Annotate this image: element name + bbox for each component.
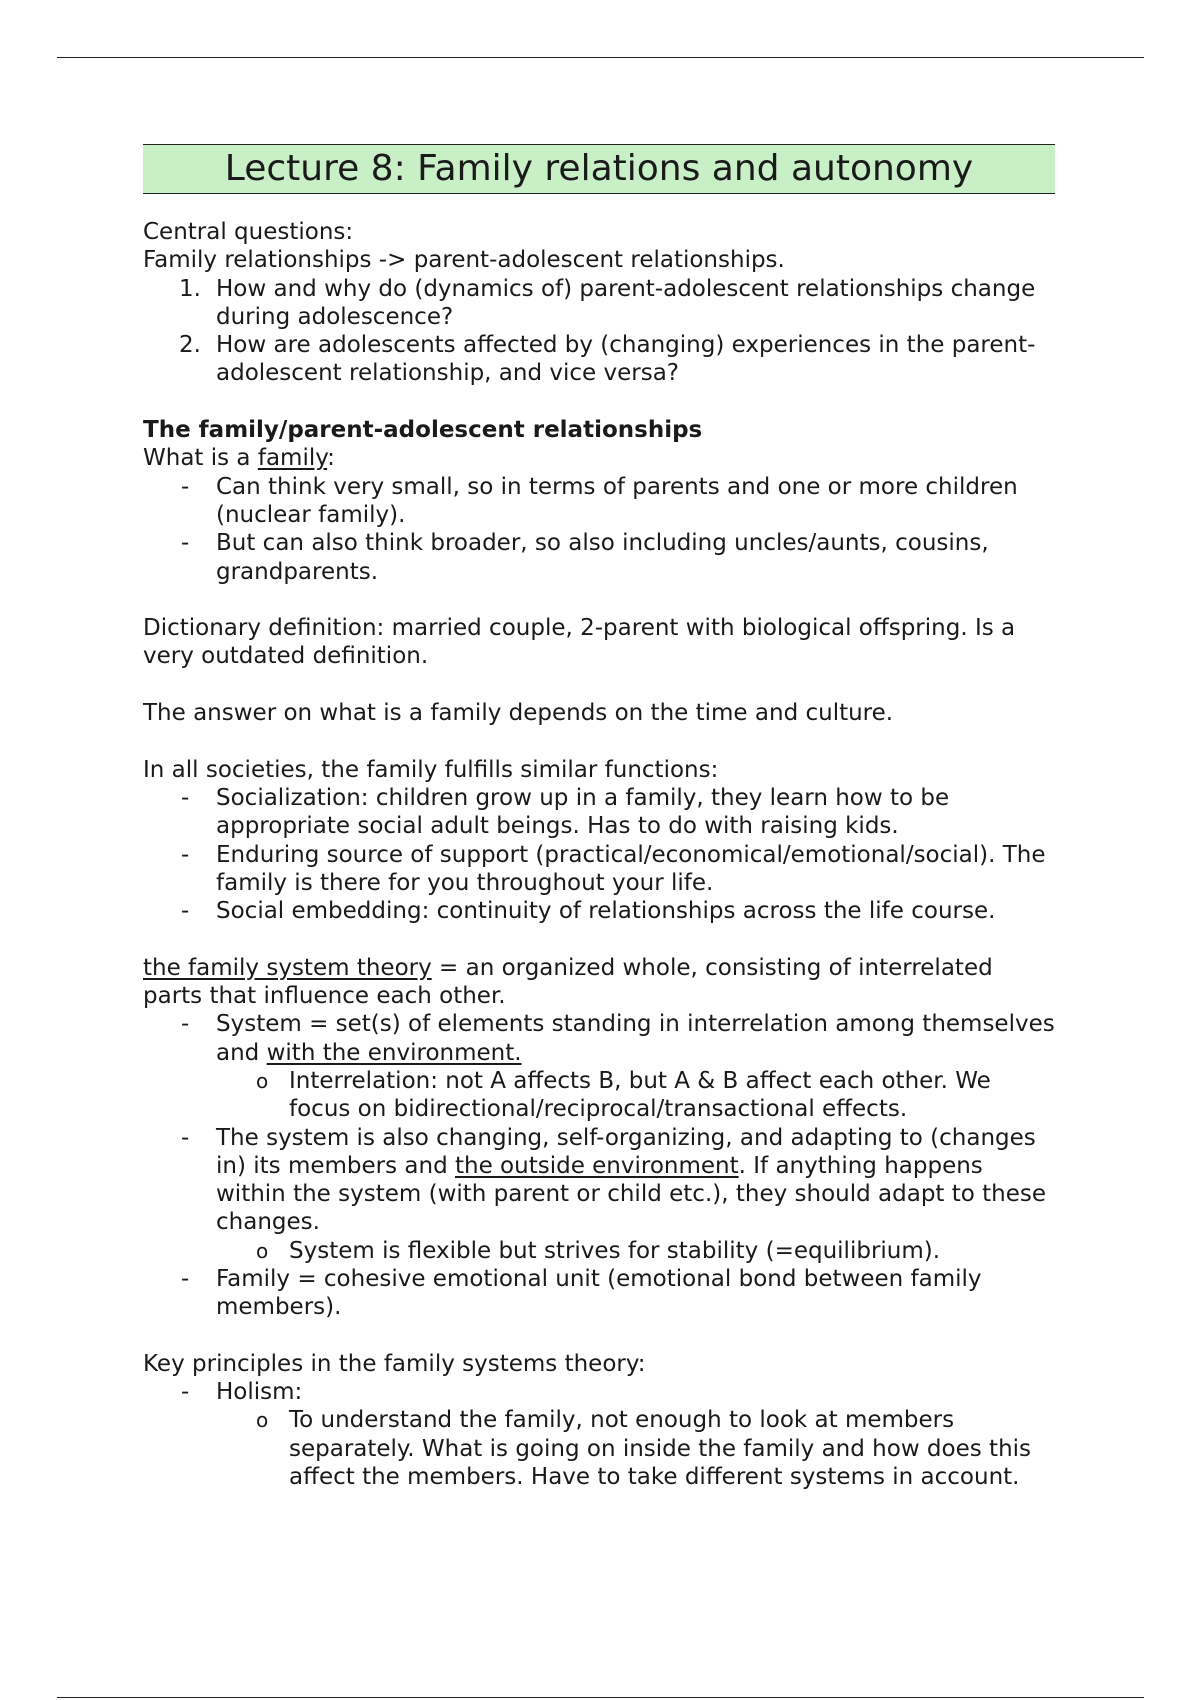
functions-intro: In all societies, the family fulfills similar functions: (143, 756, 719, 783)
dash-bullet: - (181, 1011, 190, 1038)
list-number: 2. (179, 332, 201, 359)
what-suffix: : (327, 445, 335, 472)
family-term: family (257, 445, 328, 472)
circle-bullet: o (256, 1238, 269, 1263)
circle-bullet: o (256, 1408, 269, 1433)
list-item (143, 897, 1055, 925)
document-body (143, 144, 1055, 1491)
what-is-family (143, 444, 1055, 472)
list-item-text: Holism: (216, 1379, 303, 1406)
list-item-text: Can think very small, so in terms of parents and one or more children (nuclear family). (216, 473, 1018, 528)
sub-list-item-text: Interrelation: not A affects B, but A & B affect each other. We focus on bidirectional/reciprocal/transactional effects. (289, 1067, 991, 1123)
outside-environment-term: the outside environment (455, 1152, 739, 1179)
list-item (143, 784, 1055, 841)
list-item (143, 529, 1055, 586)
answer-paragraph: The answer on what is a family depends on the time and culture. (143, 700, 894, 727)
sub-list-item (216, 1067, 1055, 1124)
list-item-text-suffix: . If anything happens within the system (with parent or child etc.), they should adapt to these changes. (216, 1152, 1047, 1236)
sub-list (216, 1237, 1055, 1265)
section-heading: The family/parent-adolescent relationships (143, 417, 703, 444)
theory-list (143, 1010, 1055, 1321)
sub-list (216, 1067, 1055, 1124)
functions-list (143, 784, 1055, 925)
dash-bullet: - (181, 841, 190, 868)
dash-bullet: - (181, 530, 190, 557)
dash-bullet: - (181, 898, 190, 925)
list-item-text: Social embedding: continuity of relationships across the life course. (216, 898, 996, 925)
list-item-text: Enduring source of support (practical/economical/emotional/social). The family is there for you throughout your life. (216, 841, 1046, 896)
sub-list (216, 1406, 1055, 1491)
environment-term: with the environment. (266, 1039, 522, 1066)
principles-list (143, 1378, 1055, 1491)
list-item (143, 1124, 1055, 1265)
theory-definition-text: = an organized whole, consisting of interrelated parts that influence each other. (143, 954, 993, 1010)
what-prefix: What is a (143, 445, 258, 472)
list-item-text: The system is also changing, self-organizing, and adapting to (changes in) its members and (216, 1124, 1036, 1179)
central-questions-label: Central questions: (143, 219, 354, 245)
dash-bullet: - (181, 1379, 190, 1406)
theory-definition (143, 954, 1055, 1011)
dash-bullet: - (181, 784, 190, 811)
dash-bullet: - (181, 1124, 190, 1151)
theory-term: the family system theory (143, 954, 432, 981)
dash-bullet: - (181, 473, 190, 500)
list-item (143, 275, 1055, 332)
dictionary-definition: Dictionary definition: married couple, 2-parent with biological offspring. Is a very outdated definition. (143, 615, 1016, 670)
lecture-title (143, 144, 1055, 194)
lecture-title-text: Lecture 8: Family relations and autonomy (224, 148, 974, 189)
family-definition-list (143, 473, 1055, 586)
list-item-text: How are adolescents affected by (changing) experiences in the parent-adolescent relationship, and vice versa? (216, 332, 1036, 387)
circle-bullet: o (256, 1068, 269, 1093)
footer-rule (57, 1697, 1144, 1698)
list-item (143, 1265, 1055, 1322)
sub-list-item (216, 1237, 1055, 1265)
list-item-text: How and why do (dynamics of) parent-adolescent relationships change during adolescence? (216, 275, 1036, 330)
central-questions-intro: Family relationships -> parent-adolescent relationships. (143, 247, 785, 274)
sub-list-item-text: To understand the family, not enough to look at members separately. What is going on inside the family and how does this affect the members. Have to take different systems in account. (289, 1407, 1032, 1491)
list-item (143, 473, 1055, 530)
list-item (143, 1010, 1055, 1123)
list-item (143, 331, 1055, 388)
list-item-text: System = set(s) of elements standing in interrelation among themselves and (216, 1011, 1055, 1066)
central-questions-list (143, 275, 1055, 388)
list-item (143, 841, 1055, 898)
sub-list-item-text: System is flexible but strives for stability (=equilibrium). (289, 1237, 941, 1264)
header-rule (57, 57, 1144, 58)
sub-list-item (216, 1406, 1055, 1491)
list-item-text: Family = cohesive emotional unit (emotional bond between family members). (216, 1265, 982, 1321)
list-item-text: Socialization: children grow up in a family, they learn how to be appropriate social adult beings. Has to do with raising kids. (216, 784, 950, 840)
principles-intro: Key principles in the family systems theory: (143, 1350, 646, 1377)
list-item (143, 1378, 1055, 1491)
list-number: 1. (179, 275, 201, 302)
list-item-text: But can also think broader, so also including uncles/aunts, cousins, grandparents. (216, 530, 989, 585)
dash-bullet: - (181, 1265, 190, 1292)
